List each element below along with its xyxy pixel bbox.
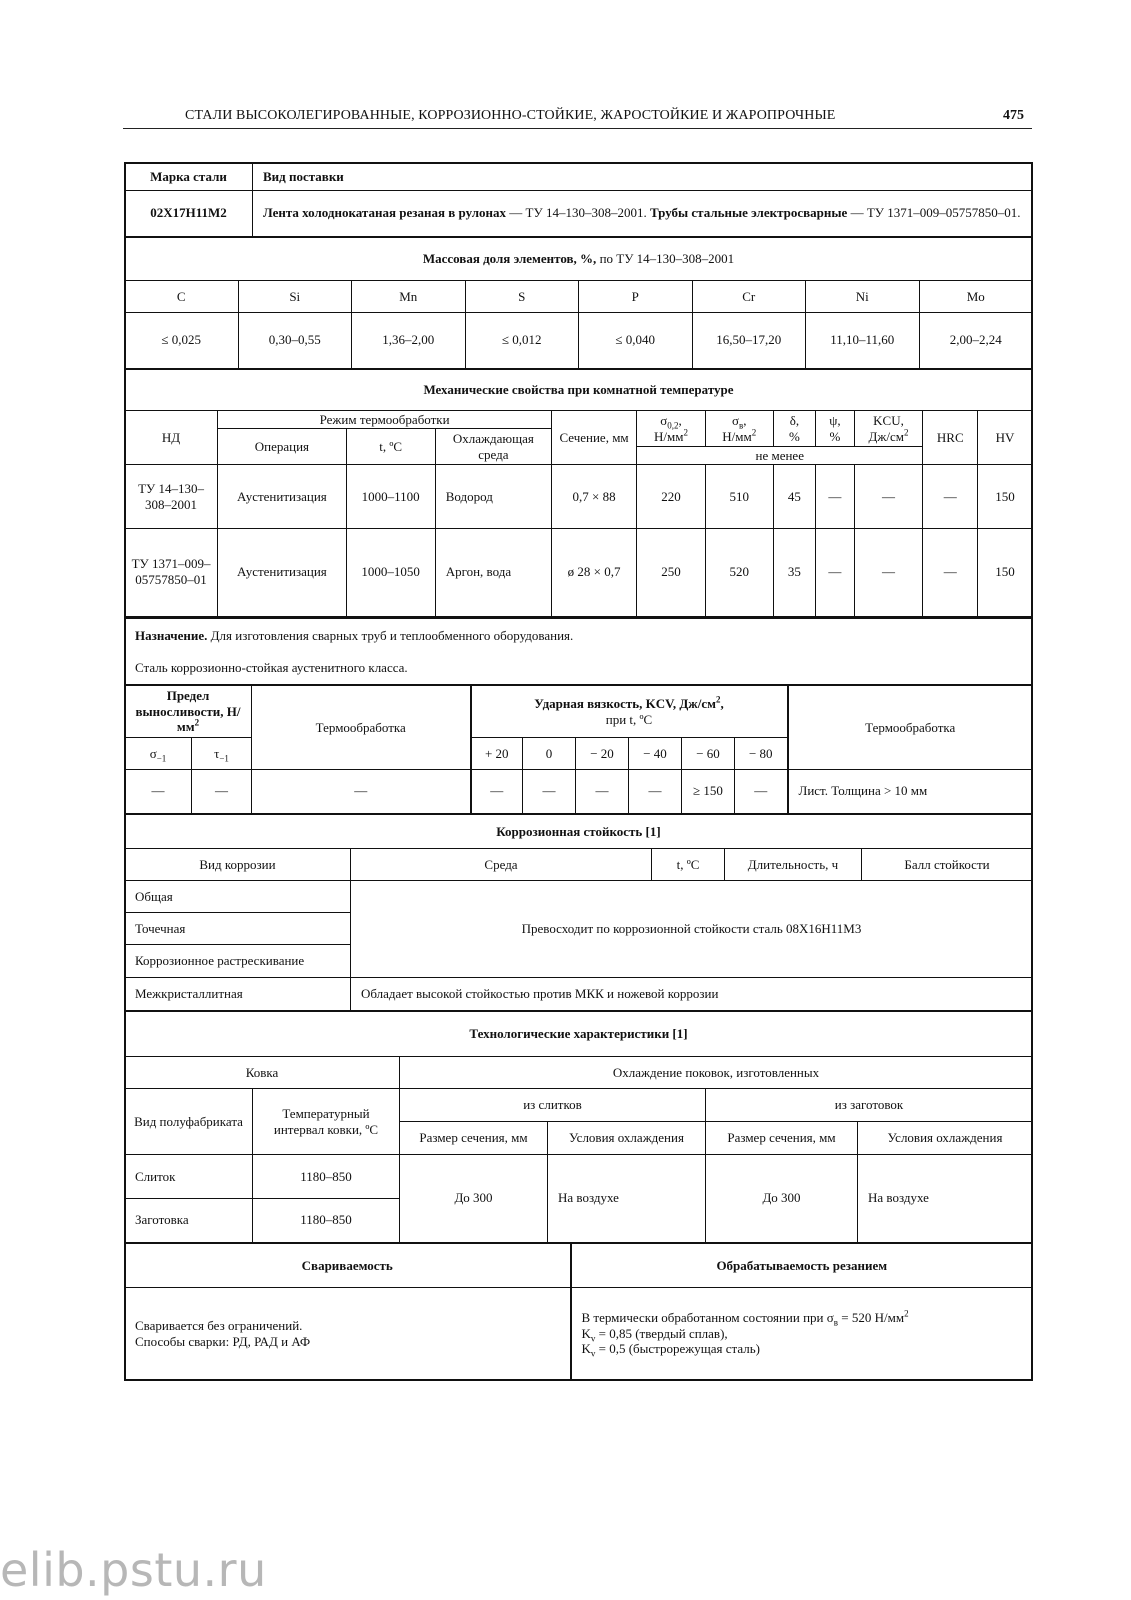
element-header: S — [465, 281, 579, 313]
nd-value: ТУ 14–130–308–2001 — [125, 465, 218, 529]
psi-value: — — [816, 465, 854, 529]
heat-treatment-value: Лист. Толщина > 10 мм — [788, 770, 1033, 814]
element-header: Cr — [692, 281, 806, 313]
watermark: elib.pstu.ru — [0, 1543, 267, 1597]
hrc-header: HRC — [923, 411, 978, 465]
sigma-header: $\sigma_{-1}$ — [125, 738, 192, 770]
medium-header: Охлаждающая среда — [435, 429, 551, 465]
min-note: не менее — [637, 447, 923, 465]
element-header: Ni — [806, 281, 920, 313]
impact-temp: − 20 — [576, 738, 629, 770]
class-text: Сталь коррозионно-стойкая аустенитного класса. — [125, 653, 1033, 685]
impact-temp: − 80 — [735, 738, 788, 770]
endurance-value: — — [192, 770, 252, 814]
supply-text: Лента холоднокатаная резаная в рулонах — ТУ 14–130–308–2001. Трубы стальные электросварные — ТУ 1371–009–05757850–01. — [253, 191, 1033, 237]
impact-temp: − 40 — [629, 738, 682, 770]
purpose-section — [124, 618, 1033, 686]
cooling-header: Охлаждение поковок, изготовленных — [400, 1057, 1033, 1089]
temp-header: t, ºC — [346, 429, 435, 465]
tech-section — [124, 1011, 1033, 1244]
impact-temp: + 20 — [471, 738, 523, 770]
heat-treatment-header: Термообработка — [252, 686, 471, 770]
delta-value: 45 — [773, 465, 816, 529]
hrc-value: — — [923, 465, 978, 529]
kcu-value: — — [854, 465, 923, 529]
size-header: Размер сечения, мм — [706, 1122, 858, 1155]
op-value: Аустенитизация — [218, 529, 347, 617]
billets-header: из заготовок — [706, 1089, 1033, 1122]
operation-header: Операция — [218, 429, 347, 465]
impact-value: — — [523, 770, 576, 814]
temp-value: 1000–1100 — [346, 465, 435, 529]
weld-title: Свариваемость — [125, 1244, 571, 1288]
composition-title: Массовая доля элементов, %, по ТУ 14–130–308–2001 — [125, 237, 1033, 281]
endurance-limit-header: Предел выносливости, $Н/мм^2$ — [125, 686, 252, 738]
kcu-value: — — [854, 529, 923, 617]
corrosion-header: Среда — [351, 849, 652, 881]
semi-header: Вид полуфабриката — [125, 1089, 253, 1155]
tech-title: Технологические характеристики [1] — [125, 1012, 1033, 1057]
tau-header: $\tau_{-1}$ — [192, 738, 252, 770]
s02-value: 250 — [637, 529, 706, 617]
element-value: ≤ 0,012 — [465, 313, 579, 369]
corrosion-header: t, ºC — [652, 849, 725, 881]
impact-value: ≥ 150 — [682, 770, 735, 814]
corrosion-type: Коррозионное растрескивание — [125, 945, 351, 978]
regime-header: Режим термообработки — [218, 411, 552, 429]
interval-header: Температурный интервал ковки, ºC — [253, 1089, 400, 1155]
cond-header: Условия охлаждения — [548, 1122, 706, 1155]
section-value: 0,7 × 88 — [552, 465, 637, 529]
corrosion-title: Коррозионная стойкость [1] — [125, 815, 1033, 849]
grade-value: 02Х17Н11М2 — [125, 191, 253, 237]
element-header: Mo — [919, 281, 1033, 313]
psi-header: ψ, % — [816, 411, 854, 447]
page-number: 475 — [1003, 108, 1024, 123]
medium-value: Аргон, вода — [435, 529, 551, 617]
corrosion-header: Длительность, ч — [725, 849, 862, 881]
temp-value: 1000–1050 — [346, 529, 435, 617]
medium-value: Водород — [435, 465, 551, 529]
nd-value: ТУ 1371–009–05757850–01 — [125, 529, 218, 617]
mkk-text: Обладает высокой стойкостью против МКК и ножевой коррозии — [351, 978, 1033, 1011]
weld-section — [124, 1243, 1033, 1380]
s02-value: 220 — [637, 465, 706, 529]
sv-header: $\sigma_в$, $Н/мм^2$ — [705, 411, 773, 447]
interval-value: 1180–850 — [253, 1155, 400, 1199]
hv-header: HV — [978, 411, 1033, 465]
semi-value: Заготовка — [125, 1199, 253, 1243]
heat-treatment-header: Термообработка — [788, 686, 1033, 770]
cond-value: На воздухе — [858, 1155, 1033, 1243]
weld-text: Сваривается без ограничений. Способы сварки: РД, РАД и АФ — [125, 1288, 571, 1380]
mechanical-section — [124, 368, 1033, 618]
element-value: 16,50–17,20 — [692, 313, 806, 369]
impact-value: — — [471, 770, 523, 814]
endurance-value: — — [125, 770, 192, 814]
element-value: ≤ 0,040 — [579, 313, 693, 369]
corrosion-merged: Превосходит по коррозионной стойкости сталь 08Х16Н11М3 — [351, 881, 1033, 978]
endurance-section — [124, 685, 1033, 815]
delta-value: 35 — [773, 529, 816, 617]
cond-value: На воздухе — [548, 1155, 706, 1243]
impact-header: Ударная вязкость, KCV, $Дж/см^2$, при t, ºC — [471, 686, 788, 738]
composition-section — [124, 236, 1033, 370]
purpose-text: Назначение. Для изготовления сварных труб и теплообменного оборудования. — [125, 619, 1033, 653]
section-value: ø 28 × 0,7 — [552, 529, 637, 617]
running-head — [123, 106, 1032, 129]
size-header: Размер сечения, мм — [400, 1122, 548, 1155]
impact-temp: − 60 — [682, 738, 735, 770]
size-value: До 300 — [706, 1155, 858, 1243]
interval-value: 1180–850 — [253, 1199, 400, 1243]
grade-section — [124, 162, 1033, 238]
machining-title: Обрабатываемость резанием — [571, 1244, 1033, 1288]
hrc-value: — — [923, 529, 978, 617]
corrosion-header: Балл стойкости — [862, 849, 1033, 881]
section-header: Сечение, мм — [552, 411, 637, 465]
element-value: 11,10–11,60 — [806, 313, 920, 369]
nd-header: НД — [125, 411, 218, 465]
mechanical-title: Механические свойства при комнатной температуре — [125, 369, 1033, 411]
corrosion-type: Межкристаллитная — [125, 978, 351, 1011]
impact-temp: 0 — [523, 738, 576, 770]
sv-value: 510 — [705, 465, 773, 529]
impact-value: — — [576, 770, 629, 814]
op-value: Аустенитизация — [218, 465, 347, 529]
machining-text: В термически обработанном состоянии при $\sigma_в = 520$ $Н/мм^2$ $K_v = 0,85$ (твердый сплав), $K_v = 0,5$ (быстрорежущая сталь) — [571, 1288, 1033, 1380]
grade-label: Марка стали — [125, 163, 253, 191]
forging-header: Ковка — [125, 1057, 400, 1089]
supply-label: Вид поставки — [253, 163, 1033, 191]
corrosion-type: Точечная — [125, 913, 351, 945]
element-value: 0,30–0,55 — [238, 313, 352, 369]
endurance-value: — — [252, 770, 471, 814]
cond-header: Условия охлаждения — [858, 1122, 1033, 1155]
size-value: До 300 — [400, 1155, 548, 1243]
ingots-header: из слитков — [400, 1089, 706, 1122]
corrosion-section — [124, 814, 1033, 1012]
hv-value: 150 — [978, 465, 1033, 529]
sv-value: 520 — [705, 529, 773, 617]
element-header: Si — [238, 281, 352, 313]
corrosion-header: Вид коррозии — [125, 849, 351, 881]
hv-value: 150 — [978, 529, 1033, 617]
element-value: 2,00–2,24 — [919, 313, 1033, 369]
corrosion-type: Общая — [125, 881, 351, 913]
s02-header: $\sigma_{0,2}$, $Н/мм^2$ — [637, 411, 706, 447]
semi-value: Слиток — [125, 1155, 253, 1199]
kcu-header: KCU, $Дж/см^2$ — [854, 411, 923, 447]
psi-value: — — [816, 529, 854, 617]
element-header: Mn — [352, 281, 466, 313]
element-value: 1,36–2,00 — [352, 313, 466, 369]
element-header: P — [579, 281, 693, 313]
delta-header: δ, % — [773, 411, 816, 447]
element-value: ≤ 0,025 — [125, 313, 239, 369]
impact-value: — — [735, 770, 788, 814]
impact-value: — — [629, 770, 682, 814]
element-header: C — [125, 281, 239, 313]
running-title: СТАЛИ ВЫСОКОЛЕГИРОВАННЫЕ, КОРРОЗИОННО-СТОЙКИЕ, ЖАРОСТОЙКИЕ И ЖАРОПРОЧНЫЕ — [185, 108, 836, 123]
